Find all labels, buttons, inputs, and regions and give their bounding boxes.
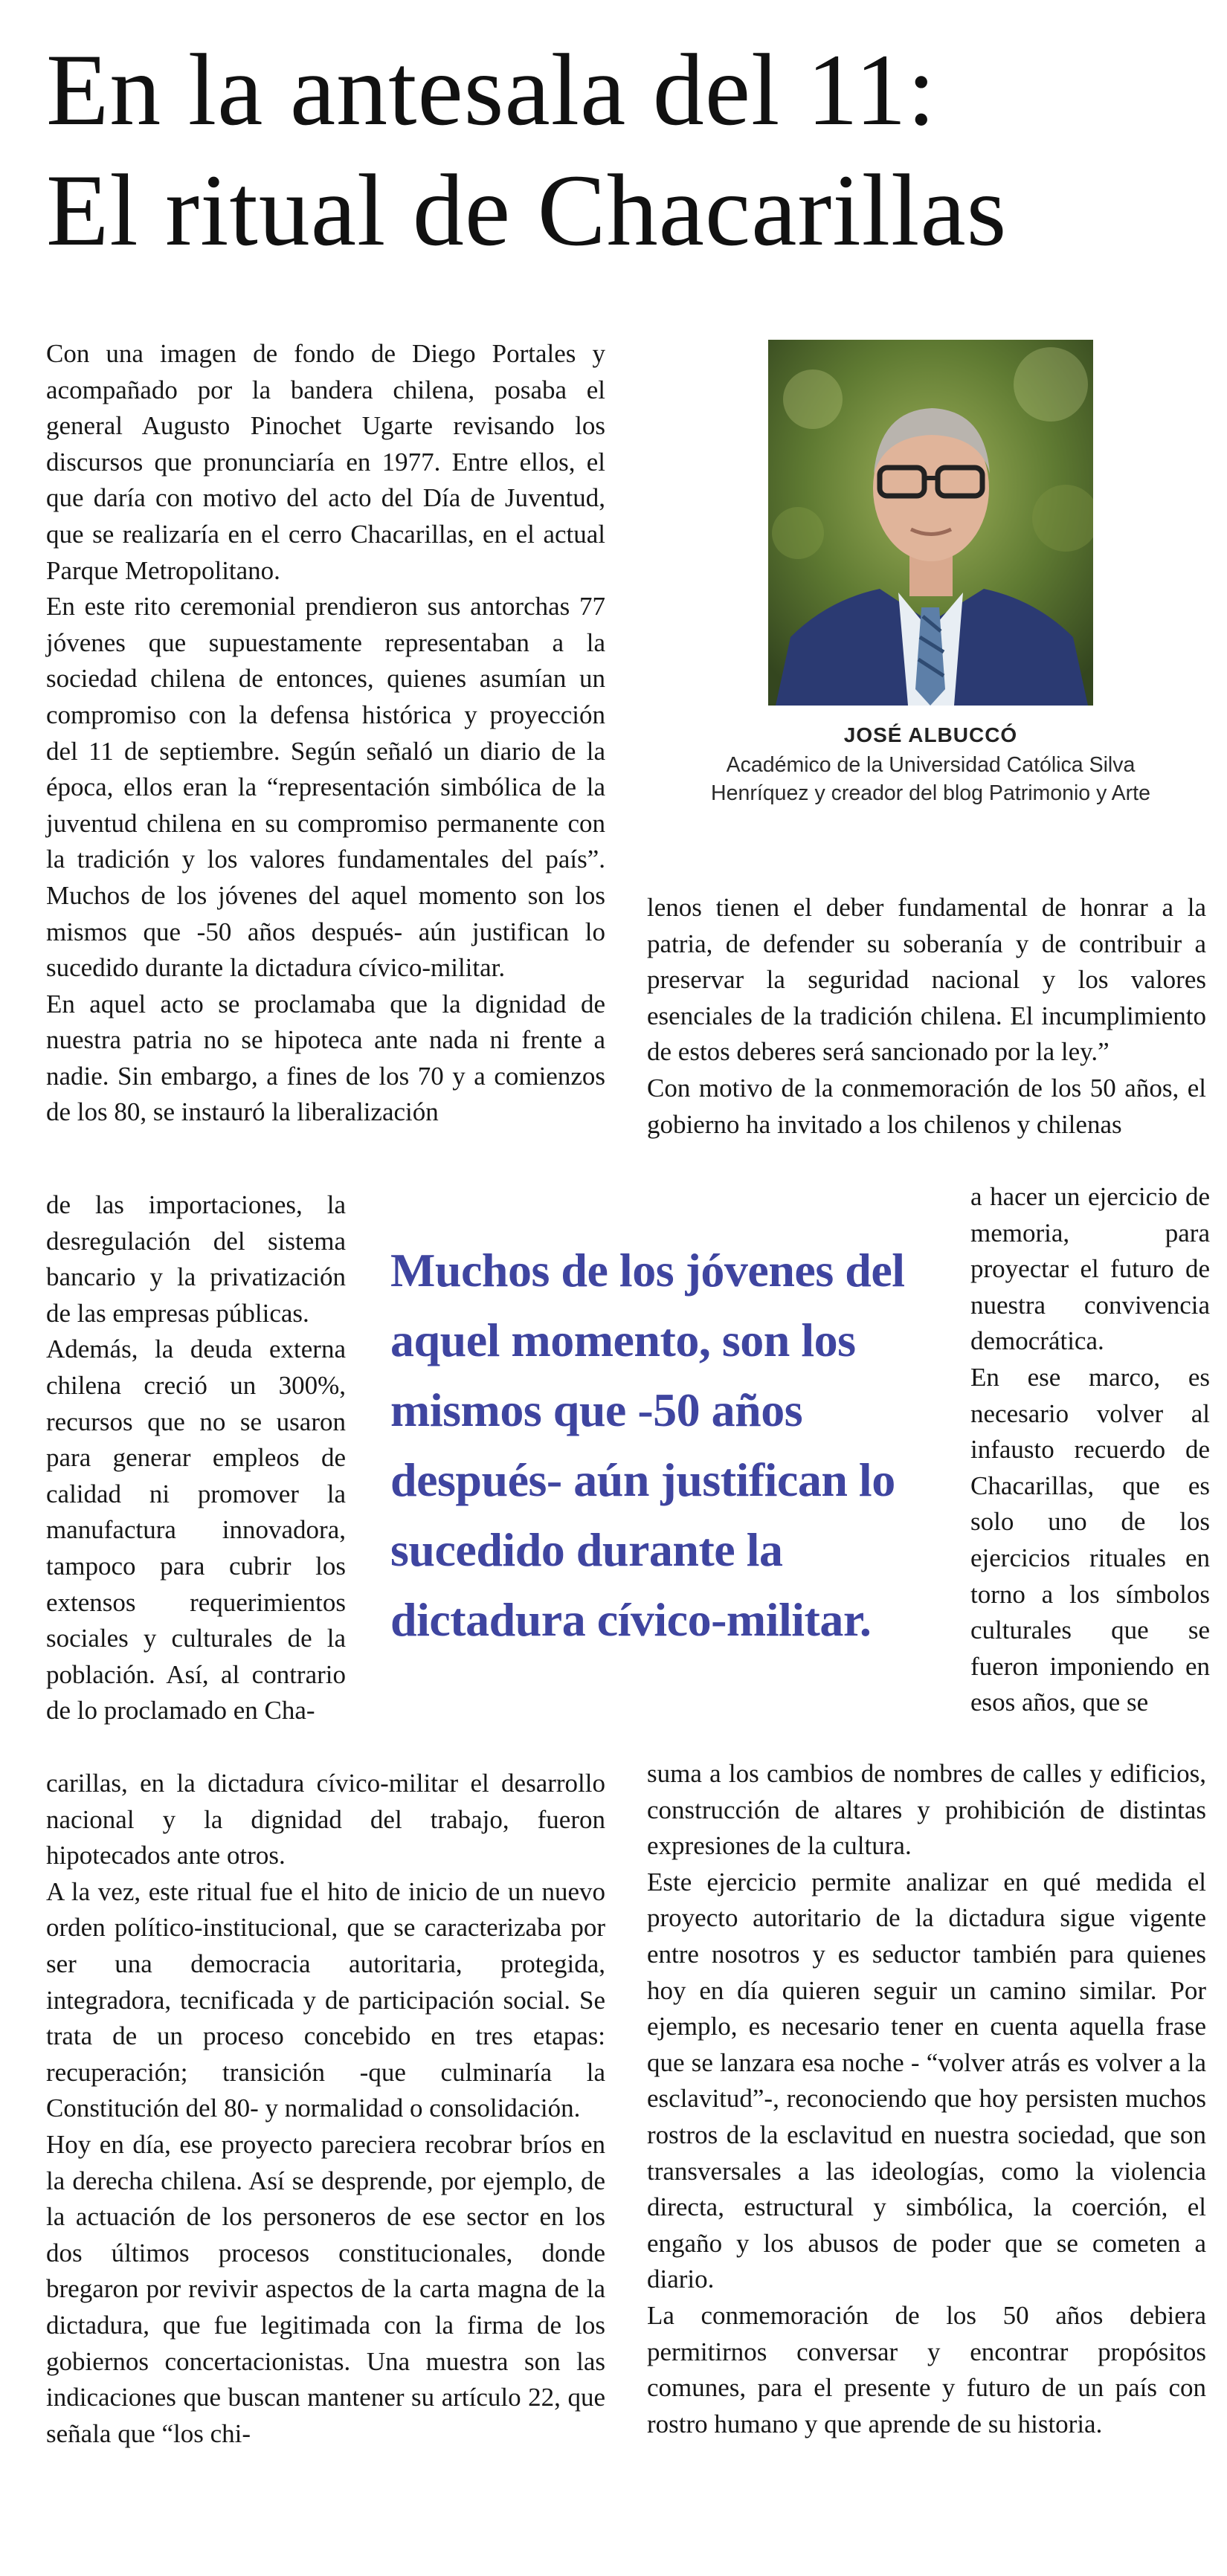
paragraph: A la vez, este ritual fue el hito de inicio de un nuevo orden político-institucional, que se caracterizaba por ser una democracia autoritaria, protegida, integradora, tecnificada y de participación social. Se trata de un proceso concebido en tres etapas: recuperación; transición -que culminaría la Constitución del 80- y normalidad o consolidación. <box>46 1876 605 2123</box>
body-column-left-top <box>46 336 605 1131</box>
pull-quote: Muchos de los jóvenes del aquel momento, son los mismos que -50 años después- aún justifican lo sucedido durante la dictadura cívico-militar. <box>390 1244 905 1646</box>
headline-line-1: En la antesala del 11: <box>46 33 937 146</box>
paragraph: En ese marco, es necesario volver al infausto recuerdo de Chacarillas, que es solo uno de los ejercicios rituales en torno a los símbolos culturales que se fueron imponiendo en esos años, que se <box>970 1362 1210 1717</box>
paragraph: lenos tienen el deber fundamental de honrar a la patria, de defender su soberanía y de contribuir a preservar la seguridad nacional y los valores esenciales de la tradición chilena. El incumplimiento de estos deberes será sancionado por la ley.” <box>647 893 1206 1067</box>
headline-line-2: El ritual de Chacarillas <box>46 153 1008 267</box>
paragraph: En aquel acto se proclamaba que la dignidad de nuestra patria no se hipoteca ante nada ni frente a nadie. Sin embargo, a fines de los 70 y a comienzos de los 80, se instauró la liberalización <box>46 989 605 1127</box>
paragraph: Hoy en día, ese proyecto pareciera recobrar bríos en la derecha chilena. Así se desprende, por ejemplo, de la actuación de los personeros de ese sector en los dos últimos procesos constitucionales, donde bregaron por revivir aspectos de la carta magna de la dictadura, que fue legitimada con la firma de los gobiernos concertacionistas. Una muestra son las indicaciones que buscan mantener su artículo 22, que señala que “los chi- <box>46 2129 605 2448</box>
paragraph: carillas, en la dictadura cívico-militar el desarrollo nacional y la dignidad del trabajo, fueron hipotecados ante otros. <box>46 1769 605 1870</box>
paragraph: suma a los cambios de nombres de calles y edificios, construcción de altares y prohibición de distintas expresiones de la cultura. <box>647 1759 1206 1861</box>
author-credit <box>683 720 1179 807</box>
author-description-line-1: Académico de la Universidad Católica Silva <box>726 753 1136 777</box>
headline <box>46 30 1206 271</box>
body-column-right-bottom <box>647 1756 1206 2442</box>
body-column-left-narrow <box>46 1187 346 1729</box>
paragraph: Además, la deuda externa chilena creció un 300%, recursos que no se usaron para generar empleos de calidad ni promover la manufactura innovadora, tampoco para cubrir los extensos requerimientos sociales y culturales de la población. Así, al contrario de lo proclamado en Cha- <box>46 1334 346 1726</box>
paragraph: En este rito ceremonial prendieron sus antorchas 77 jóvenes que supuestamente representaban a la sociedad chilena de entonces, quienes asumían un compromiso con la defensa histórica y proyección del 11 de septiembre. Según señaló un diario de la época, ellos eran la “representación simbólica de la juventud chilena en su compromiso permanente con la tradición y los valores fundamentales del país”. Muchos de los jóvenes del aquel momento son los mismos que -50 años después- aún justifican lo sucedido durante la dictadura cívico-militar. <box>46 592 605 983</box>
author-description-line-2: Henríquez y creador del blog Patrimonio y Arte <box>711 781 1150 805</box>
body-column-right-narrow <box>970 1179 1210 1721</box>
paragraph: Con motivo de la conmemoración de los 50 años, el gobierno ha invitado a los chilenos y chilenas <box>647 1073 1206 1139</box>
paragraph: Con una imagen de fondo de Diego Portales y acompañado por la bandera chilena, posaba el general Augusto Pinochet Ugarte revisando los discursos que pronunciaría en 1977. Entre ellos, el que daría con motivo del acto del Día de Juventud, que se realizaría en el cerro Chacarillas, en el actual Parque Metropolitano. <box>46 339 605 585</box>
paragraph: Este ejercicio permite analizar en qué medida el proyecto autoritario de la dictadura sigue vigente entre nosotros y es seductor también para quienes hoy en día quieren seguir un camino similar. Por ejemplo, es necesario tener en cuenta aquella frase que se lanzara esa noche - “volver atrás es volver a la esclavitud”-, reconociendo que hoy persisten muchos rostros de la esclavitud en nuestra sociedad, que son transversales a las ideologías, como la violencia directa, estructural y simbólica, la coerción, el engaño y los abusos de poder que se cometen a diario. <box>647 1867 1206 2294</box>
author-photo <box>768 340 1093 706</box>
body-column-right-top <box>647 890 1206 1143</box>
paragraph: de las importaciones, la desregulación del sistema bancario y la privatización de las empresas públicas. <box>46 1190 346 1328</box>
author-name: JOSÉ ALBUCCÓ <box>843 723 1018 746</box>
paragraph: a hacer un ejercicio de memoria, para proyectar el futuro de nuestra convivencia democrática. <box>970 1182 1210 1356</box>
body-column-left-bottom <box>46 1766 605 2452</box>
author-portrait-illustration <box>768 340 1093 706</box>
paragraph: La conmemoración de los 50 años debiera permitirnos conversar y encontrar propósitos comunes, para el presente y futuro de un país con rostro humano y que aprende de su historia. <box>647 2300 1206 2438</box>
